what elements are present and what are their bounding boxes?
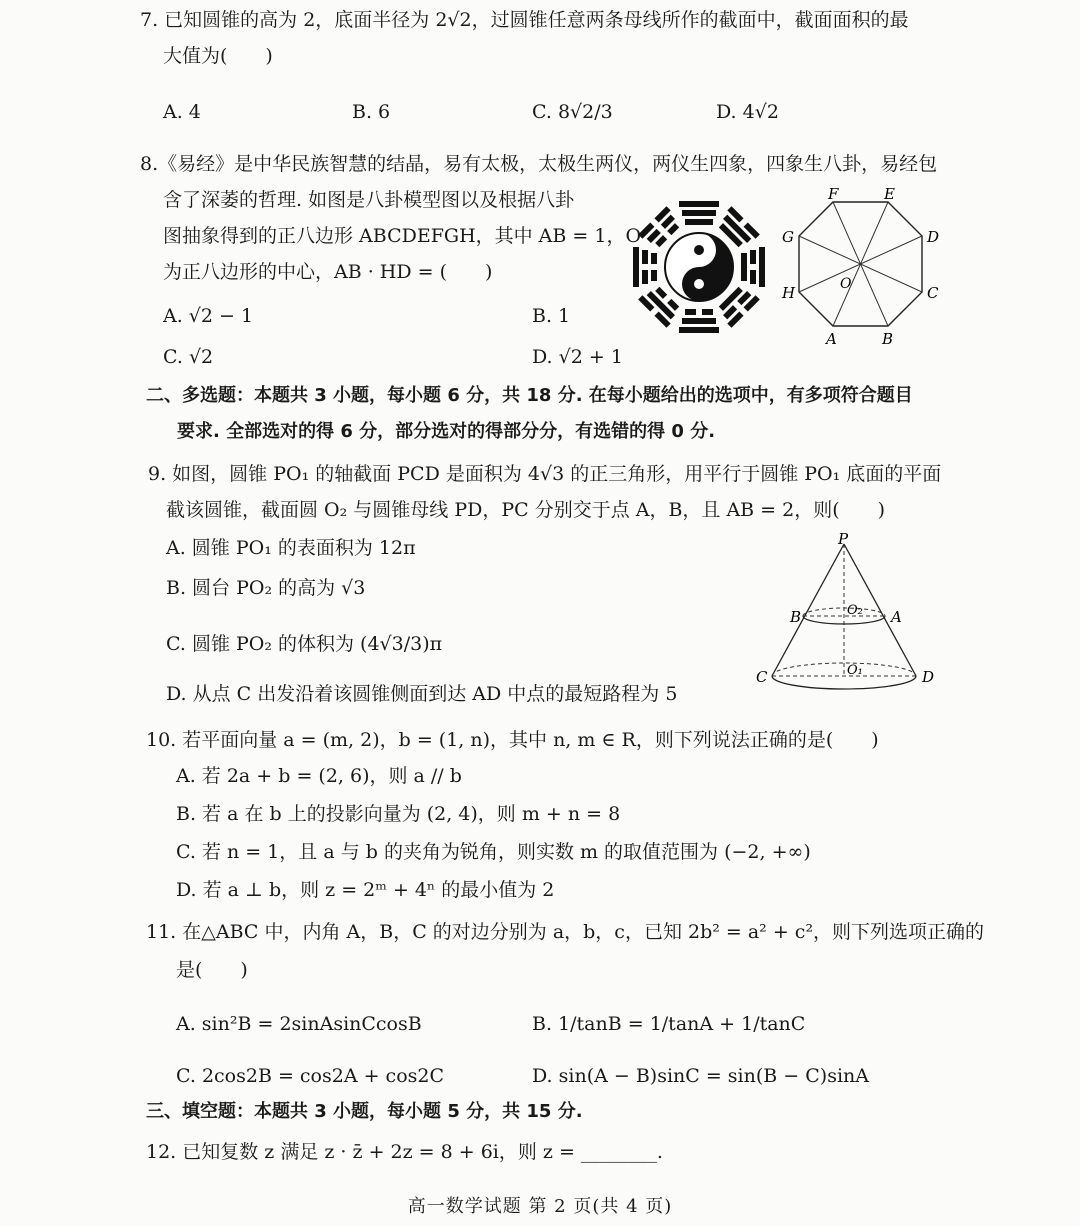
q8-option-b: B. 1 (532, 305, 571, 327)
q8-stem-line4: 为正八边形的中心，AB · HD = ( ) (163, 261, 493, 283)
octagon-label-o: O (840, 276, 852, 292)
cone-label-b: B (790, 608, 802, 626)
q8-option-c: C. √2 (163, 346, 214, 368)
cone-figure (752, 532, 948, 704)
q11-stem-line2: 是( ) (176, 959, 248, 981)
q8-stem-line2: 含了深萎的哲理. 如图是八卦模型图以及根据八卦 (163, 189, 575, 211)
q8-stem-line3: 图抽象得到的正八边形 ABCDEFGH，其中 AB = 1，O (163, 225, 642, 247)
octagon-label-c: C (927, 284, 939, 302)
cone-label-p: P (838, 532, 849, 548)
octagon-label-g: G (782, 228, 794, 246)
q7-option-c: C. 8√2/3 (532, 101, 613, 123)
octagon-label-h: H (782, 284, 796, 302)
octagon-label-f: F (828, 186, 839, 203)
octagon-label-a: A (826, 330, 837, 348)
q9-stem-line2: 截该圆锥，截面圆 O₂ 与圆锥母线 PD，PC 分别交于点 A，B，且 AB = 2，则( ) (166, 499, 886, 521)
q7-stem-line2: 大值为( ) (163, 45, 273, 67)
q8-option-d: D. √2 + 1 (532, 346, 623, 368)
q7-stem-line1: 7. 已知圆锥的高为 2，底面半径为 2√2，过圆锥任意两条母线所作的截面中，截面面积的最 (140, 9, 909, 31)
cone-label-a: A (891, 608, 902, 626)
q9-option-c: C. 圆锥 PO₂ 的体积为 (4√3/3)π (166, 633, 443, 655)
q9-option-d: D. 从点 C 出发沿着该圆锥侧面到达 AD 中点的最短路程为 5 (166, 683, 678, 705)
octagon-label-e: E (884, 186, 895, 203)
q10-option-a: A. 若 2a + b = (2, 6)，则 a // b (176, 765, 462, 787)
bagua-figure (628, 196, 770, 338)
octagon-figure (778, 186, 948, 352)
q11-stem-line1: 11. 在△ABC 中，内角 A，B，C 的对边分别为 a，b，c，已知 2b² = a² + c²，则下列选项正确的 (146, 921, 985, 943)
trigram-7 (633, 247, 657, 287)
q9-stem-line1: 9. 如图，圆锥 PO₁ 的轴截面 PCD 是面积为 4√3 的正三角形，用平行于圆锥 PO₁ 底面的平面 (148, 463, 942, 485)
q10-option-c: C. 若 n = 1，且 a 与 b 的夹角为锐角，则实数 m 的取值范围为 (−2, +∞) (176, 841, 811, 863)
octagon-label-d: D (927, 228, 940, 246)
section3-heading: 三、填空题：本题共 3 小题，每小题 5 分，共 15 分. (146, 1101, 583, 1122)
q9-option-a: A. 圆锥 PO₁ 的表面积为 12π (166, 537, 416, 559)
cone-label-o2: O₂ (847, 603, 863, 618)
q7-option-b: B. 6 (352, 101, 391, 123)
page-footer: 高一数学试题 第 2 页(共 4 页) (407, 1196, 673, 1217)
q8-stem-line1: 8.《易经》是中华民族智慧的结晶，易有太极，太极生两仪，两仪生四象，四象生八卦，易经包 (140, 153, 938, 175)
q11-option-b: B. 1/tanB = 1/tanA + 1/tanC (532, 1013, 806, 1035)
q10-option-b: B. 若 a 在 b 上的投影向量为 (2, 4)，则 m + n = 8 (176, 803, 621, 825)
octagon-label-b: B (882, 330, 894, 348)
q11-option-d: D. sin(A − B)sinC = sin(B − C)sinA (532, 1065, 869, 1087)
q12-stem: 12. 已知复数 z 满足 z · z̄ + 2z = 8 + 6i，则 z = ________. (146, 1141, 663, 1163)
cone-label-o1: O₁ (847, 663, 863, 678)
q10-option-d: D. 若 a ⊥ b，则 z = 2ᵐ + 4ⁿ 的最小值为 2 (176, 879, 555, 901)
trigram-5 (679, 309, 719, 333)
trigram-3 (741, 247, 765, 287)
q8-option-a: A. √2 − 1 (163, 305, 254, 327)
trigram-1 (679, 201, 719, 225)
q7-option-a: A. 4 (163, 101, 201, 123)
q10-stem: 10. 若平面向量 a = (m, 2)，b = (1, n)，其中 n, m ∈ R，则下列说法正确的是( ) (146, 729, 879, 751)
q7-option-d: D. 4√2 (716, 101, 779, 123)
q9-option-b: B. 圆台 PO₂ 的高为 √3 (166, 577, 366, 599)
q11-option-a: A. sin²B = 2sinAsinCcosB (176, 1013, 422, 1035)
section2-heading-line2: 要求. 全部选对的得 6 分，部分选对的得部分分，有选错的得 0 分. (177, 421, 716, 442)
q11-option-c: C. 2cos2B = cos2A + cos2C (176, 1065, 445, 1087)
cone-label-d: D (922, 668, 935, 686)
section2-heading-line1: 二、多选题：本题共 3 小题，每小题 6 分，共 18 分. 在每小题给出的选项中，有多项符合题目 (146, 385, 913, 406)
cone-label-c: C (756, 668, 768, 686)
